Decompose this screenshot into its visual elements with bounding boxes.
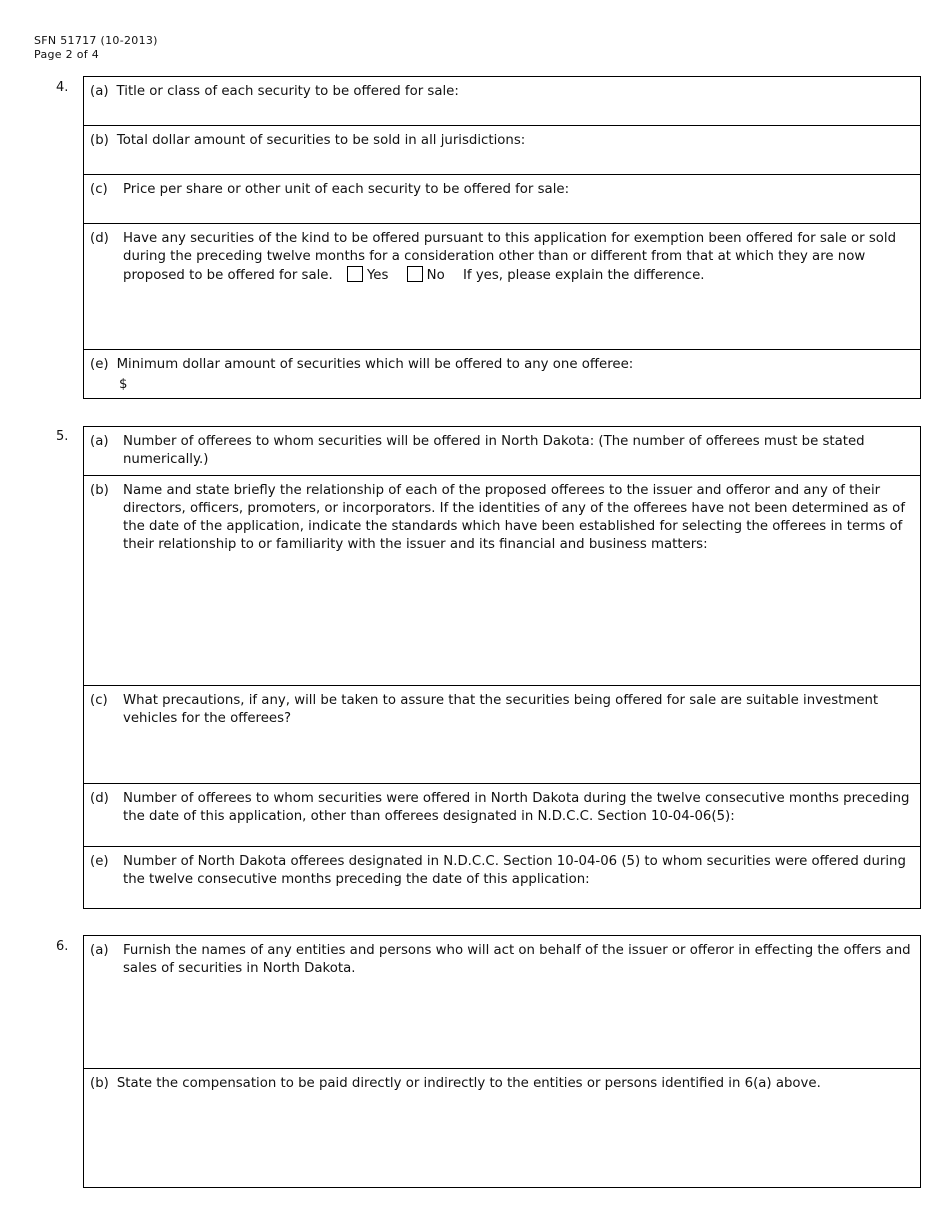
q4a-label: (a) <box>90 84 109 99</box>
q5b-field[interactable] <box>84 476 920 686</box>
q4b-text: Total dollar amount of securities to be sold in all jurisdictions: <box>116 133 526 148</box>
q4b-field[interactable] <box>84 126 920 175</box>
q6a-text: Furnish the names of any entities and persons who will act on behalf of the issuer or offeror in effecting the offers and sales of securities in North Dakota. <box>123 943 911 976</box>
q6b-text: State the compensation to be paid directly or indirectly to the entities or persons identified in 6(a) above. <box>116 1076 821 1091</box>
q6b-field[interactable] <box>84 1069 920 1187</box>
q5e-text: Number of North Dakota offerees designated in N.D.C.C. Section 10-04-06 (5) to whom securities were offered during the twelve consecutive months preceding the date of this application: <box>123 854 906 887</box>
question-4-section <box>83 76 921 399</box>
q5c-text: What precautions, if any, will be taken to assure that the securities being offered for sale are suitable investment vehicles for the offerees? <box>123 693 879 726</box>
q5d-field[interactable] <box>84 784 920 847</box>
form-header <box>34 34 158 62</box>
q6b-label: (b) <box>90 1076 109 1091</box>
question-6-section <box>83 935 921 1188</box>
q4d-text: Have any securities of the kind to be offered pursuant to this application for exemption been offered for sale or sold during the preceding twelve months for a consideration other than or different from that at which they are now proposed to be offered for sale. <box>123 231 897 283</box>
q4e-field[interactable] <box>84 350 920 398</box>
q4d-explain-text: If yes, please explain the difference. <box>462 268 705 283</box>
page-indicator: Page 2 of 4 <box>34 48 100 61</box>
q5d-label: (d) <box>90 791 109 806</box>
q4d-no-checkbox[interactable] <box>407 266 423 282</box>
q4d-yes-checkbox[interactable] <box>347 266 363 282</box>
q6a-label: (a) <box>90 943 109 958</box>
q4c-label: (c) <box>90 182 108 197</box>
q4d-question <box>123 230 914 285</box>
q4c-field[interactable] <box>84 175 920 224</box>
q5b-text: Name and state briefly the relationship of each of the proposed offerees to the issuer and offeror and any of their directors, officers, promoters, or incorporators. If the identities of any of the offerees have not been determined as of the date of the application, indicate the standards which have been established for selecting the offerees in terms of their relationship to or familiarity with the issuer and its financial and business matters: <box>123 483 906 552</box>
q5d-text: Number of offerees to whom securities were offered in North Dakota during the twelve consecutive months preceding the date of this application, other than offerees designated in N.D.C.C. Section 10-04-06(5): <box>123 791 910 824</box>
q6a-field[interactable] <box>84 936 920 1069</box>
q5b-label: (b) <box>90 483 109 498</box>
form-number: SFN 51717 (10-2013) <box>34 34 158 47</box>
q5a-label: (a) <box>90 434 109 449</box>
q4d-field[interactable] <box>84 224 920 350</box>
dollar-sign: $ <box>119 377 128 392</box>
q5e-field[interactable] <box>84 847 920 908</box>
q4c-text: Price per share or other unit of each security to be offered for sale: <box>123 182 570 197</box>
q4a-text: Title or class of each security to be offered for sale: <box>116 84 459 99</box>
question-4-number: 4. <box>56 80 69 95</box>
q4e-text: Minimum dollar amount of securities which will be offered to any one offeree: <box>116 357 634 372</box>
q4e-label: (e) <box>90 357 109 372</box>
q4d-yes-label: Yes <box>366 268 389 283</box>
q5c-label: (c) <box>90 693 108 708</box>
q4d-no-label: No <box>426 268 445 283</box>
question-5-number: 5. <box>56 429 69 444</box>
question-5-section <box>83 426 921 909</box>
question-6-number: 6. <box>56 939 69 954</box>
q4b-label: (b) <box>90 133 109 148</box>
q4d-label: (d) <box>90 231 109 246</box>
q5a-field[interactable] <box>84 427 920 476</box>
q5a-text: Number of offerees to whom securities will be offered in North Dakota: (The number of offerees must be stated numerically.) <box>123 434 865 467</box>
q5e-label: (e) <box>90 854 109 869</box>
q4a-field[interactable] <box>84 77 920 126</box>
q5c-field[interactable] <box>84 686 920 784</box>
